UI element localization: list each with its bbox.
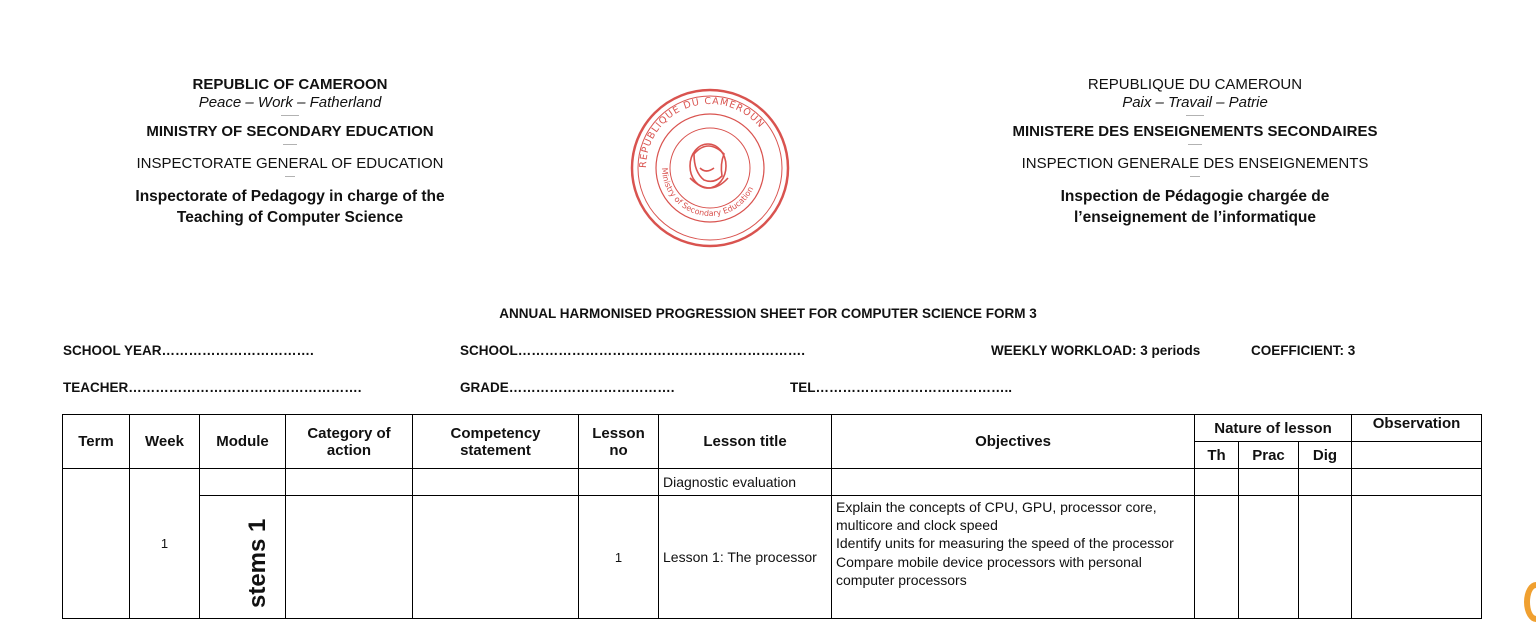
cell-th[interactable]: [1195, 496, 1239, 619]
cell-dig[interactable]: [1299, 496, 1352, 619]
cell-lesson-no[interactable]: 1: [579, 496, 659, 619]
scroll-indicator-icon: [1524, 582, 1536, 622]
cell-category[interactable]: [286, 469, 413, 496]
col-nature-of-lesson: Nature of lesson: [1195, 415, 1352, 442]
cell-dig[interactable]: [1299, 469, 1352, 496]
col-th: Th: [1195, 442, 1239, 469]
header-french: [990, 74, 1400, 227]
cell-week[interactable]: 1: [130, 469, 200, 619]
cell-lesson-title[interactable]: Lesson 1: The processor: [659, 496, 832, 619]
cell-competency[interactable]: [413, 496, 579, 619]
separator: -----: [285, 174, 295, 180]
ministry-en: MINISTRY OF SECONDARY EDUCATION: [146, 123, 434, 140]
separator: -------: [1188, 142, 1202, 148]
header-english: [100, 74, 480, 227]
inspectorate-en: INSPECTORATE GENERAL OF EDUCATION: [136, 155, 444, 172]
cell-th[interactable]: [1195, 469, 1239, 496]
sheet-title: ANNUAL HARMONISED PROGRESSION SHEET FOR COMPUTER SCIENCE FORM 3: [499, 306, 1037, 321]
objective-item: Compare mobile device processors with personal computer processors: [836, 553, 1142, 588]
pedagogy-line1-en: Inspectorate of Pedagogy in charge of the: [135, 188, 445, 205]
school-year-field[interactable]: SCHOOL YEAR…………………………….: [63, 343, 314, 358]
cell-competency[interactable]: [413, 469, 579, 496]
col-observation-sub: [1352, 442, 1482, 469]
grade-field[interactable]: GRADE……………………………….: [460, 380, 675, 395]
cell-lesson-no[interactable]: [579, 469, 659, 496]
motto-fr: Paix – Travail – Patrie: [1122, 94, 1268, 111]
col-observation: Observation: [1352, 415, 1482, 442]
col-prac: Prac: [1239, 442, 1299, 469]
pedagogy-line2-en: Teaching of Computer Science: [176, 208, 404, 226]
seal-outer-text: REPUBLIQUE DU CAMEROUN: [637, 95, 767, 169]
inspectorate-fr: INSPECTION GENERALE DES ENSEIGNEMENTS: [1021, 155, 1369, 172]
teacher-field[interactable]: TEACHER…………………………………………….: [63, 380, 362, 395]
country-name-en: REPUBLIC OF CAMEROON: [192, 76, 388, 93]
col-competency: Competency statement: [413, 415, 579, 469]
separator: ---------: [1186, 113, 1204, 119]
weekly-workload: WEEKLY WORKLOAD: 3 periods: [991, 343, 1201, 358]
col-week: Week: [130, 415, 200, 469]
tel-field[interactable]: TEL……………………………………..: [790, 380, 1012, 395]
seal-inner-text: Ministry of Secondary Education: [659, 167, 756, 219]
objective-item: Explain the concepts of CPU, GPU, processor core, multicore and clock speed: [836, 499, 1157, 534]
cell-prac[interactable]: [1239, 496, 1299, 619]
pedagogy-line1-fr: Inspection de Pédagogie chargée de: [1060, 188, 1330, 205]
module-name-vertical: stems 1: [244, 518, 271, 608]
ministry-seal: [628, 86, 792, 250]
coefficient: COEFFICIENT: 3: [1251, 343, 1356, 358]
cell-observation[interactable]: [1352, 469, 1482, 496]
school-field[interactable]: SCHOOL……………………………………………………….: [460, 343, 806, 358]
col-category: Category of action: [286, 415, 413, 469]
cell-module[interactable]: [200, 496, 286, 619]
col-lesson-no: Lesson no: [579, 415, 659, 469]
cell-objectives[interactable]: [832, 496, 1195, 619]
cell-module[interactable]: [200, 469, 286, 496]
separator: ---------: [281, 113, 299, 119]
table-row: [63, 469, 1482, 496]
ministry-fr: MINISTERE DES ENSEIGNEMENTS SECONDAIRES: [1012, 123, 1378, 140]
col-module: Module: [200, 415, 286, 469]
separator: -----: [1190, 174, 1200, 180]
objective-item: Identify units for measuring the speed of the processor: [836, 535, 1174, 552]
col-lesson-title: Lesson title: [659, 415, 832, 469]
cell-objectives[interactable]: [832, 469, 1195, 496]
country-name-fr: REPUBLIQUE DU CAMEROUN: [1087, 76, 1303, 93]
col-objectives: Objectives: [832, 415, 1195, 469]
progression-table: [62, 414, 1482, 619]
col-term: Term: [63, 415, 130, 469]
cell-observation[interactable]: [1352, 496, 1482, 619]
cell-prac[interactable]: [1239, 469, 1299, 496]
cell-category[interactable]: [286, 496, 413, 619]
table-row: [63, 496, 1482, 619]
pedagogy-line2-fr: l’enseignement de l’informatique: [1073, 208, 1316, 226]
col-dig: Dig: [1299, 442, 1352, 469]
cell-term[interactable]: [63, 469, 130, 619]
motto-en: Peace – Work – Fatherland: [198, 94, 382, 111]
separator: -------: [283, 142, 297, 148]
cell-lesson-title[interactable]: Diagnostic evaluation: [659, 469, 832, 496]
